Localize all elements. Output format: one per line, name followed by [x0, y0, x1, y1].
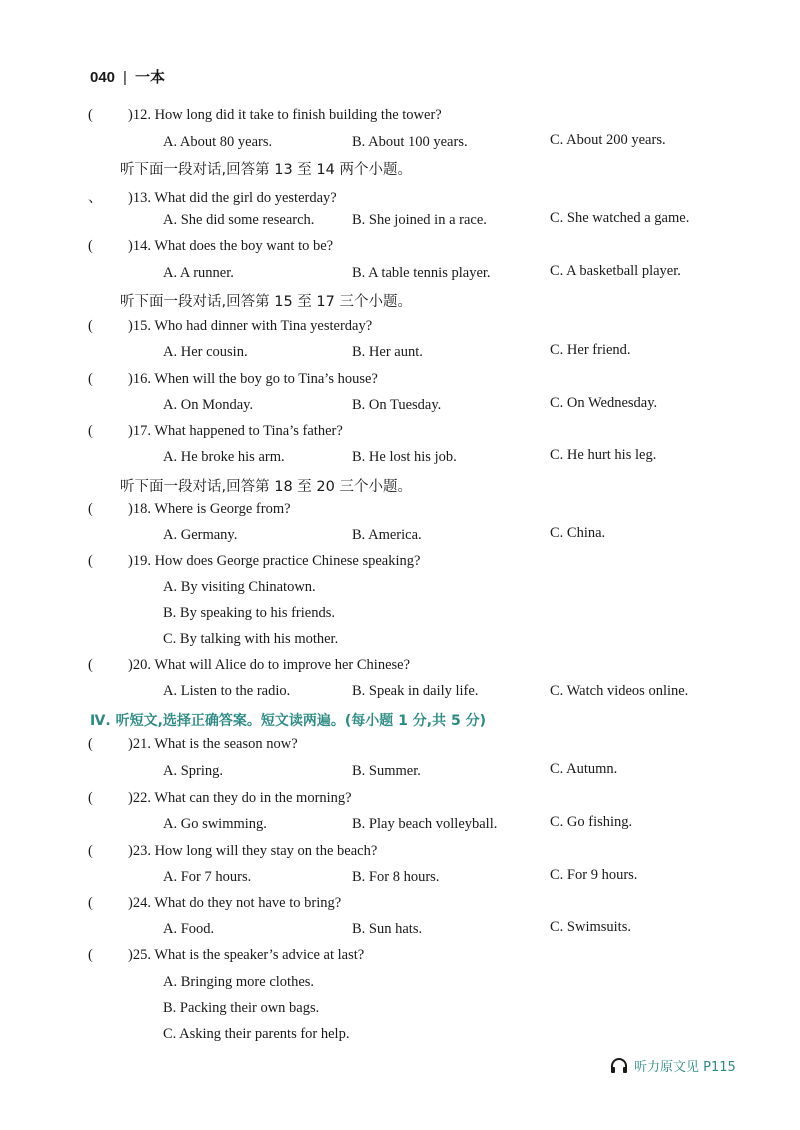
answer-bracket[interactable]: (: [88, 947, 93, 963]
option-a: A. By visiting Chinatown.: [163, 579, 316, 595]
option-b: B. Play beach volleyball.: [352, 816, 498, 832]
answer-bracket[interactable]: (: [88, 657, 93, 673]
question-stem: ( )17. What happened to Tina’s father?: [88, 423, 343, 439]
option-c: C. A basketball player.: [550, 263, 681, 279]
option-a: A. Germany.: [163, 527, 238, 543]
option-a: A. About 80 years.: [163, 134, 273, 150]
option-c: C. Swimsuits.: [550, 919, 631, 935]
header-separator: |: [123, 69, 127, 86]
question-stem: ( )24. What do they not have to bring?: [88, 895, 342, 911]
answer-bracket[interactable]: (: [88, 423, 93, 439]
answer-bracket[interactable]: (: [88, 790, 93, 806]
option-a: A. He broke his arm.: [163, 449, 285, 465]
option-b: B. For 8 hours.: [352, 869, 440, 885]
option-c: C. Asking their parents for help.: [163, 1026, 350, 1042]
option-a: A. Food.: [163, 921, 215, 937]
option-c: C. Autumn.: [550, 761, 618, 777]
option-b: B. About 100 years.: [352, 134, 468, 150]
answer-bracket[interactable]: (: [88, 107, 93, 123]
option-a: A. Go swimming.: [163, 816, 267, 832]
option-b: B. Summer.: [352, 763, 421, 779]
option-a: A. Spring.: [163, 763, 224, 779]
option-a: A. She did some research.: [163, 212, 315, 228]
option-b: B. He lost his job.: [352, 449, 457, 465]
option-c: C. On Wednesday.: [550, 395, 658, 411]
option-a: A. Her cousin.: [163, 344, 248, 360]
question-stem: ( )14. What does the boy want to be?: [88, 238, 334, 254]
instruction: 听下面一段对话,回答第 15 至 17 三个小题。: [120, 294, 412, 310]
option-c: C. For 9 hours.: [550, 867, 638, 883]
option-c: C. China.: [550, 525, 606, 541]
option-b: B. On Tuesday.: [352, 397, 442, 413]
answer-bracket[interactable]: 、: [88, 190, 103, 206]
option-b: B. She joined in a race.: [352, 212, 487, 228]
question-stem: ( )25. What is the speaker’s advice at last?: [88, 947, 365, 963]
transcript-reference: [610, 1056, 736, 1075]
option-c: C. Her friend.: [550, 342, 631, 358]
instruction: 听下面一段对话,回答第 18 至 20 三个小题。: [120, 479, 412, 495]
question-stem: ( )12. How long did it take to finish building the tower?: [88, 107, 442, 123]
answer-bracket[interactable]: (: [88, 238, 93, 254]
instruction: 听下面一段对话,回答第 13 至 14 两个小题。: [120, 162, 412, 178]
page-number: 040: [90, 69, 116, 86]
transcript-text: 听力原文见 P115: [634, 1060, 736, 1075]
answer-bracket[interactable]: (: [88, 553, 93, 569]
answer-bracket[interactable]: (: [88, 736, 93, 752]
option-a: A. On Monday.: [163, 397, 254, 413]
question-stem: ( )23. How long will they stay on the beach?: [88, 843, 378, 859]
option-b: B. America.: [352, 527, 422, 543]
headphones-icon: [610, 1058, 628, 1074]
question-stem: 、 )13. What did the girl do yesterday?: [88, 186, 337, 207]
answer-bracket[interactable]: (: [88, 318, 93, 334]
section-heading: Ⅳ. 听短文,选择正确答案。短文读两遍。(每小题 1 分,共 5 分): [90, 713, 486, 729]
question-stem: ( )21. What is the season now?: [88, 736, 298, 752]
option-c: C. Go fishing.: [550, 814, 633, 830]
answer-bracket[interactable]: (: [88, 843, 93, 859]
question-stem: ( )18. Where is George from?: [88, 501, 291, 517]
answer-bracket[interactable]: (: [88, 895, 93, 911]
option-b: B. Sun hats.: [352, 921, 423, 937]
option-c: C. About 200 years.: [550, 132, 666, 148]
option-b: B. Her aunt.: [352, 344, 423, 360]
option-c: C. By talking with his mother.: [163, 631, 339, 647]
option-b: B. Packing their own bags.: [163, 1000, 320, 1016]
book-name: 一本: [134, 68, 165, 86]
option-a: A. A runner.: [163, 265, 234, 281]
option-c: C. He hurt his leg.: [550, 447, 657, 463]
option-c: C. Watch videos online.: [550, 683, 689, 699]
question-stem: ( )20. What will Alice do to improve her Chinese?: [88, 657, 411, 673]
option-a: A. Listen to the radio.: [163, 683, 291, 699]
option-b: B. By speaking to his friends.: [163, 605, 335, 621]
option-b: B. Speak in daily life.: [352, 683, 479, 699]
question-stem: ( )19. How does George practice Chinese speaking?: [88, 553, 421, 569]
question-stem: ( )16. When will the boy go to Tina’s house?: [88, 371, 378, 387]
option-a: A. Bringing more clothes.: [163, 974, 315, 990]
answer-bracket[interactable]: (: [88, 501, 93, 517]
page-header: [90, 66, 165, 87]
answer-bracket[interactable]: (: [88, 371, 93, 387]
option-c: C. She watched a game.: [550, 210, 690, 226]
question-stem: ( )22. What can they do in the morning?: [88, 790, 352, 806]
option-b: B. A table tennis player.: [352, 265, 491, 281]
question-stem: ( )15. Who had dinner with Tina yesterday?: [88, 318, 373, 334]
option-a: A. For 7 hours.: [163, 869, 252, 885]
